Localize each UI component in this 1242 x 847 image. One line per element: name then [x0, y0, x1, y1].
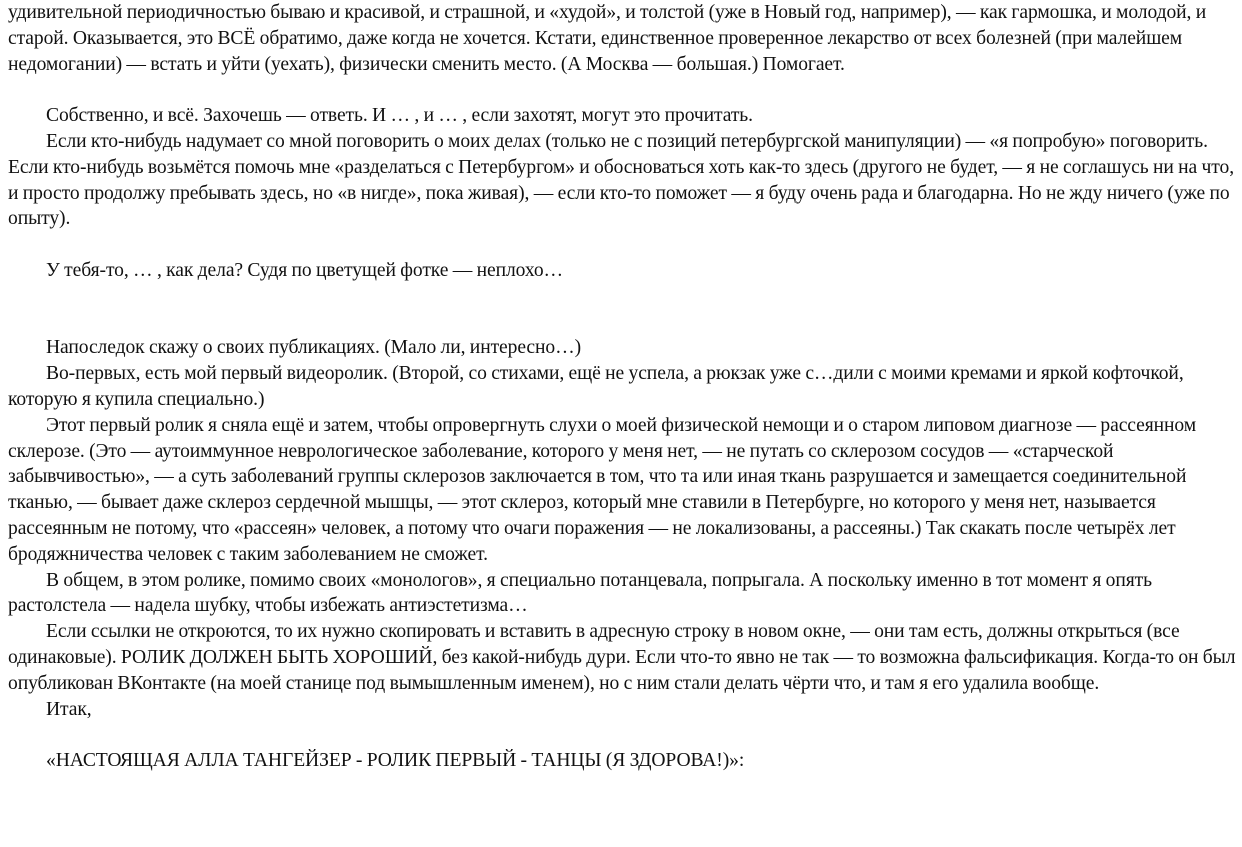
document-body [8, 0, 1238, 774]
blank-line [8, 284, 1238, 336]
paragraph: удивительной периодичностью бываю и красивой, и страшной, и «худой», и толстой (уже в Новый год, например), — как гармошка, и молодой, и старой. Оказывается, это ВСЁ обратимо, даже когда не хочется. Кстати, единственное проверенное лекарство от всех болезней (при малейшем недомогании) — встать и уйти (уехать), физически сменить место. (А Москва — большая.) Помогает. [8, 2, 1207, 75]
paragraph: Этот первый ролик я сняла ещё и затем, чтобы опровергнуть слухи о моей физической немощи и о старом липовом диагнозе — рассеянном склерозе. (Это — аутоиммунное неврологическое заболевание, которого у меня нет, — не путать со склерозом сосудов — «старческой забывчивостью», — а суть заболеваний группы склерозов заключается в том, что та или иная ткань разрушается и замещается соединительной тканью, — бывает даже склероз сердечной мышцы, — этот склероз, который мне ставили в Петербурге, но которого у меня нет, называется рассеянным не потому, что «рассеян» человек, а потому что очаги поражения — не локализованы, а рассеяны.) Так скакать после четырёх лет бродяжничества человек с таким заболеванием не сможет. [8, 414, 1197, 565]
paragraph: Итак, [46, 698, 92, 720]
paragraph: Во-первых, есть мой первый видеоролик. (Второй, со стихами, ещё не успела, а рюкзак уже с…дили с моими кремами и яркой кофточкой, которую я купила специально.) [8, 363, 1184, 410]
video-title: «НАСТОЯЩАЯ АЛЛА ТАНГЕЙЗЕР - РОЛИК ПЕРВЫЙ - ТАНЦЫ (Я ЗДОРОВА!)»: [46, 750, 745, 772]
blank-line [8, 77, 1238, 103]
paragraph: Напоследок скажу о своих публикациях. (Мало ли, интересно…) [46, 337, 582, 359]
paragraph: Собственно, и всё. Захочешь — ответь. И … , и … , если захотят, могут это прочитать. [46, 105, 753, 127]
paragraph: Если ссылки не откроются, то их нужно скопировать и вставить в адресную строку в новом окне, — они там есть, должны открыться (все одинаковые). РОЛИК ДОЛЖЕН БЫТЬ ХОРОШИЙ, без какой-нибудь дури. Если что-то явно не так — то возможна фальсификация. Когда-то он был опубликован ВКонтакте (на моей станице под вымышленным именем), но с ним стали делать чёрти что, и там я его удалила вообще. [8, 621, 1236, 694]
paragraph: В общем, в этом ролике, помимо своих «монологов», я специально потанцевала, попрыгала. А поскольку именно в тот момент я опять растолстела — надела шубку, чтобы избежать антиэстетизма… [8, 569, 1152, 617]
blank-line [8, 722, 1238, 748]
paragraph: Если кто-нибудь надумает со мной поговорить о моих делах (только не с позиций петербургской манипуляции) — «я попробую» поговорить. Если кто-нибудь возьмётся помочь мне «разделаться с Петербургом» и обосноваться хоть как-то здесь (другого не будет, — я не соглашусь ни на что, и просто продолжу пребывать здесь, но «в нигде», пока живая), — если кто-то поможет — я буду очень рада и благодарна. Но не жду ничего (уже по опыту). [8, 130, 1235, 230]
paragraph: У тебя-то, … , как дела? Судя по цветущей фотке — неплохо… [46, 259, 564, 281]
blank-line [8, 232, 1238, 258]
